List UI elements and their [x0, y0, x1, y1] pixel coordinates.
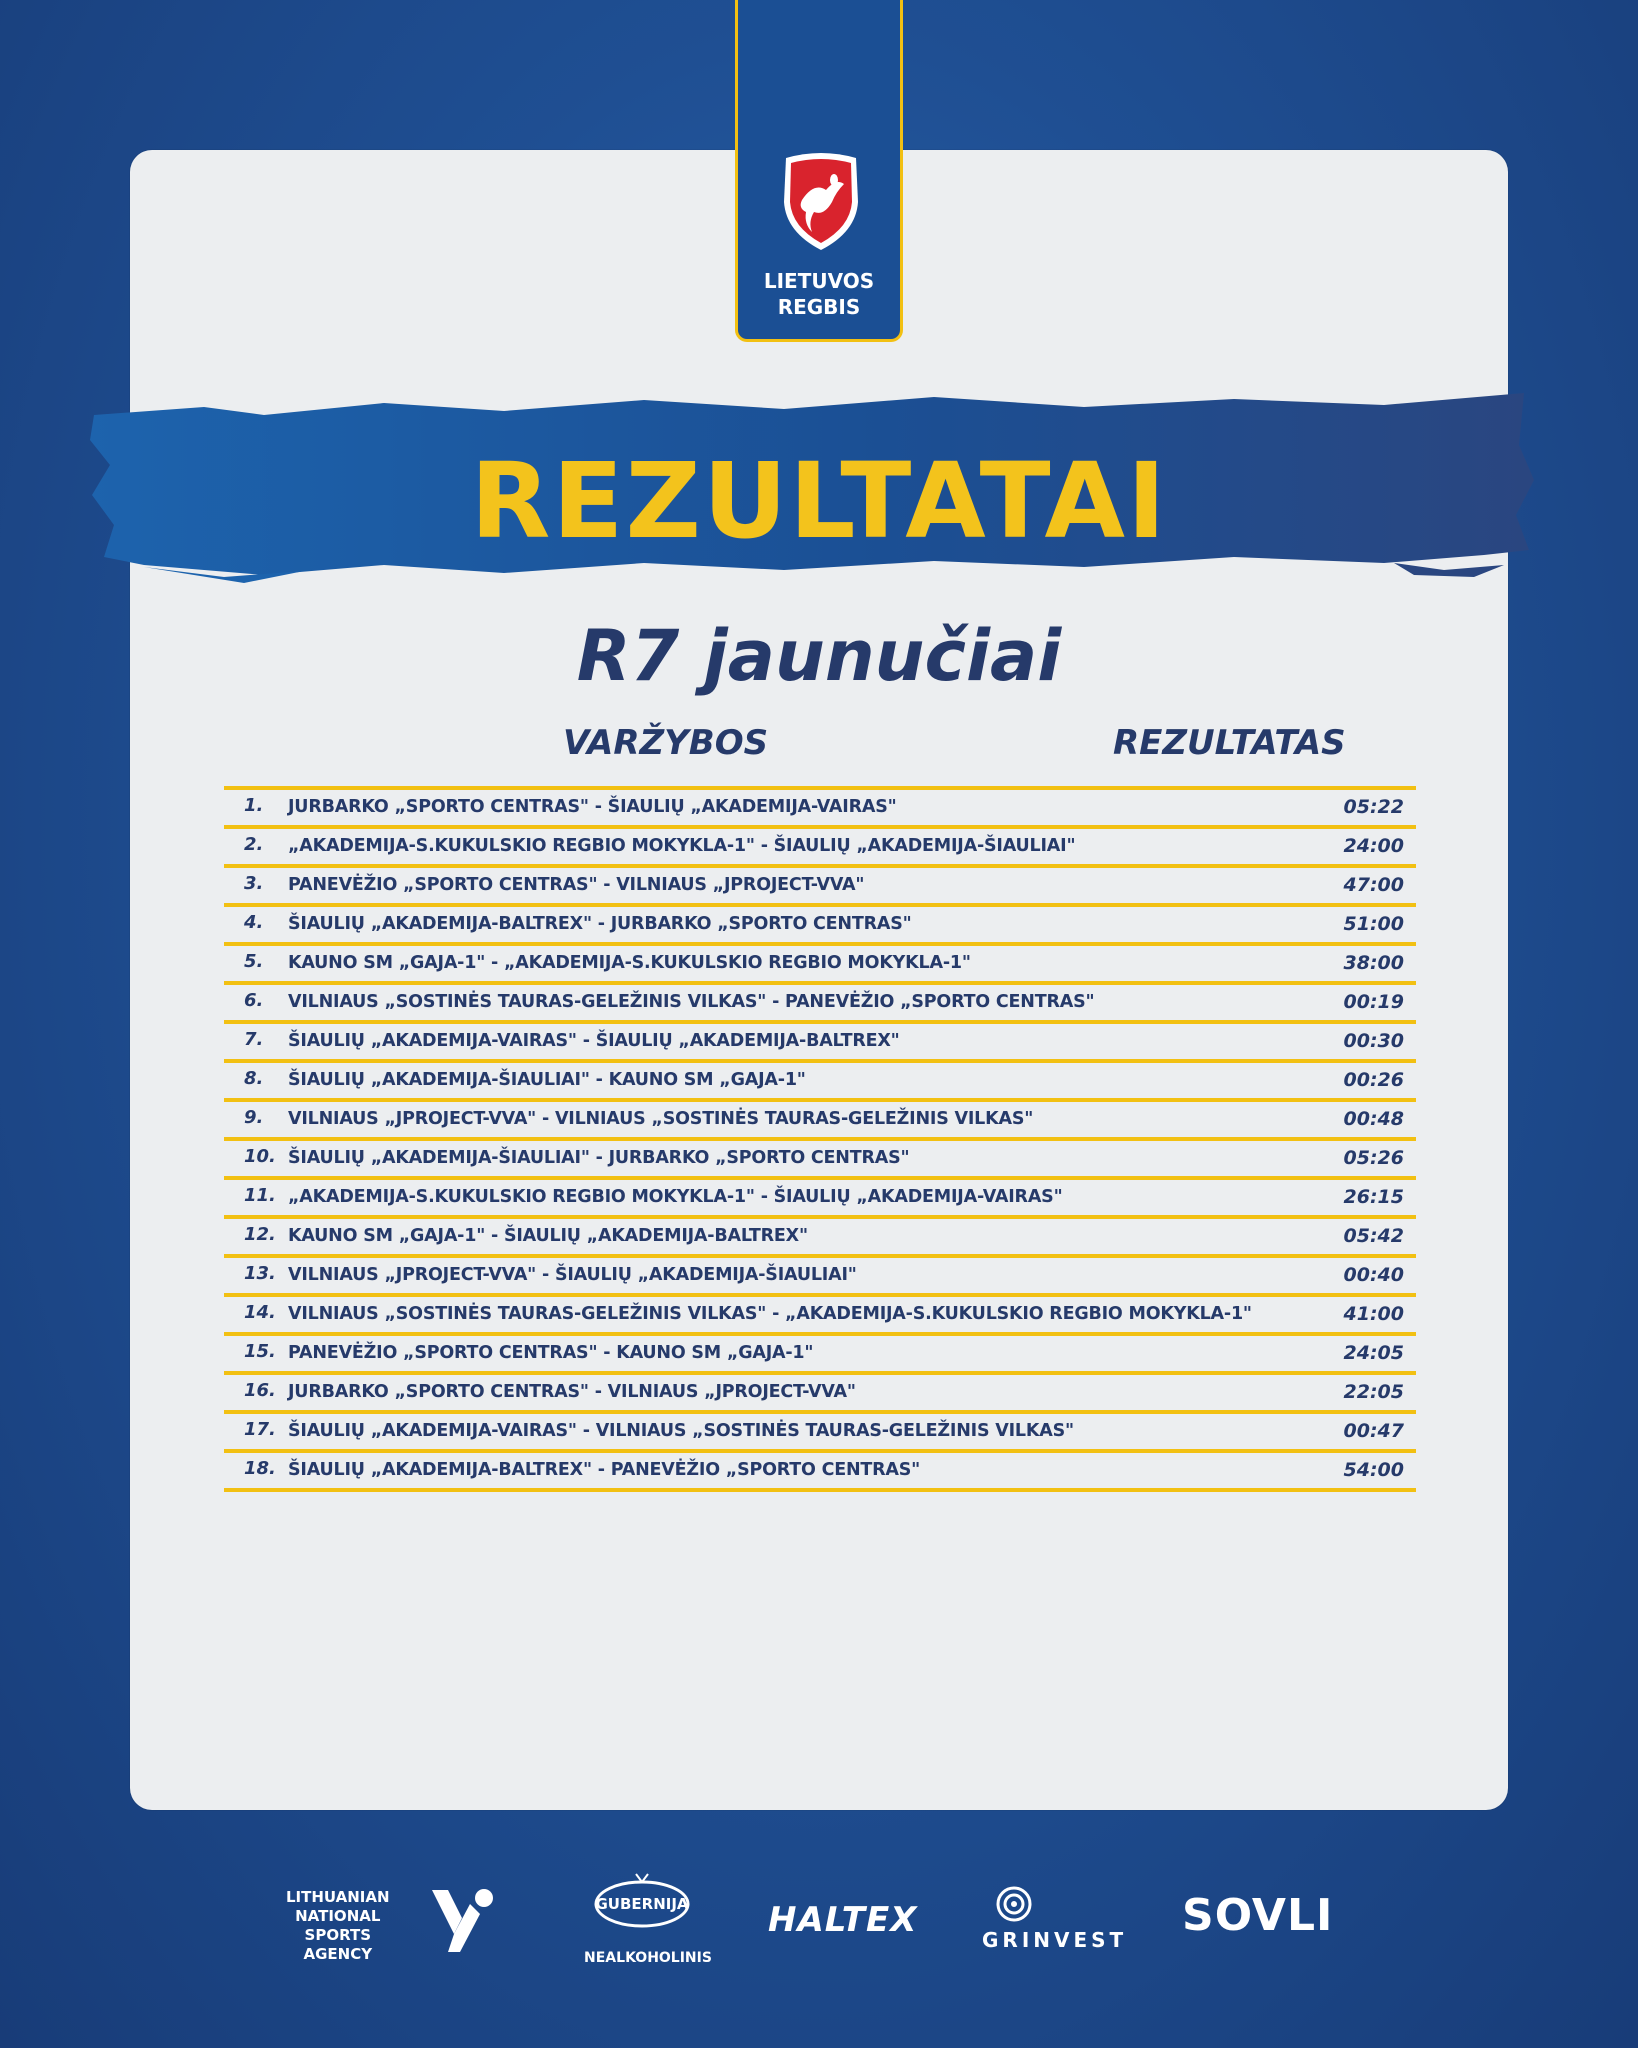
logo-line-2: REGBIS — [777, 295, 861, 319]
row-number: 12. — [244, 1224, 276, 1245]
sponsors-bar — [0, 1870, 1638, 1990]
match-score: 05:22 — [1343, 796, 1404, 818]
logo-line-1: LIETUVOS — [763, 269, 875, 293]
match-teams: KAUNO SM „GAJA-1" - ŠIAULIŲ „AKADEMIJA-BALTREX" — [288, 1226, 808, 1246]
rugby-shield-icon — [778, 150, 864, 254]
match-teams: ŠIAULIŲ „AKADEMIJA-VAIRAS" - ŠIAULIŲ „AKADEMIJA-BALTREX" — [288, 1031, 900, 1051]
match-score: 00:26 — [1343, 1069, 1404, 1091]
column-header-matches: VARŽYBOS — [563, 723, 769, 763]
match-score: 24:00 — [1343, 835, 1404, 857]
match-teams: VILNIAUS „SOSTINĖS TAURAS-GELEŽINIS VILKAS" - „AKADEMIJA-S.KUKULSKIO REGBIO MOKYKLA-1" — [288, 1304, 1252, 1324]
table-row — [224, 1336, 1416, 1375]
gubernija-subtext: NEALKOHOLINIS — [584, 1950, 712, 1966]
match-teams: VILNIAUS „SOSTINĖS TAURAS-GELEŽINIS VILKAS" - PANEVĖŽIO „SPORTO CENTRAS" — [288, 992, 1095, 1012]
match-teams: ŠIAULIŲ „AKADEMIJA-VAIRAS" - VILNIAUS „SOSTINĖS TAURAS-GELEŽINIS VILKAS" — [288, 1421, 1074, 1441]
match-score: 00:19 — [1343, 991, 1404, 1013]
table-row — [224, 907, 1416, 946]
row-number: 10. — [244, 1146, 276, 1167]
row-number: 8. — [244, 1068, 264, 1089]
lietuvos-regbis-logo — [735, 0, 903, 342]
lnsa-logo-icon — [430, 1884, 494, 1954]
table-row — [224, 946, 1416, 985]
table-row — [224, 1180, 1416, 1219]
row-number: 6. — [244, 990, 264, 1011]
match-score: 22:05 — [1343, 1381, 1404, 1403]
match-teams: VILNIAUS „JPROJECT-VVA" - ŠIAULIŲ „AKADEMIJA-ŠIAULIAI" — [288, 1265, 857, 1285]
match-teams: ŠIAULIŲ „AKADEMIJA-BALTREX" - PANEVĖŽIO „SPORTO CENTRAS" — [288, 1460, 921, 1480]
row-number: 15. — [244, 1341, 276, 1362]
row-number: 5. — [244, 951, 264, 972]
match-score: 41:00 — [1343, 1303, 1404, 1325]
match-score: 05:42 — [1343, 1225, 1404, 1247]
row-number: 17. — [244, 1419, 276, 1440]
gubernija-logo-icon — [592, 1870, 692, 1930]
table-row — [224, 1414, 1416, 1453]
match-teams: JURBARKO „SPORTO CENTRAS" - ŠIAULIŲ „AKADEMIJA-VAIRAS" — [288, 797, 897, 817]
table-row — [224, 790, 1416, 829]
table-row — [224, 1375, 1416, 1414]
sponsor-grinvest: GRINVEST — [982, 1928, 1128, 1952]
row-number: 7. — [244, 1029, 264, 1050]
match-teams: „AKADEMIJA-S.KUKULSKIO REGBIO MOKYKLA-1" - ŠIAULIŲ „AKADEMIJA-VAIRAS" — [288, 1187, 1063, 1207]
sponsor-lnsa-line-2: NATIONAL — [295, 1907, 381, 1925]
match-teams: JURBARKO „SPORTO CENTRAS" - VILNIAUS „JPROJECT-VVA" — [288, 1382, 856, 1402]
sponsor-lnsa-line-1: LITHUANIAN — [286, 1888, 390, 1906]
table-row — [224, 829, 1416, 868]
table-row — [224, 1141, 1416, 1180]
match-teams: ŠIAULIŲ „AKADEMIJA-ŠIAULIAI" - JURBARKO „SPORTO CENTRAS" — [288, 1148, 910, 1168]
match-score: 47:00 — [1343, 874, 1404, 896]
match-teams: ŠIAULIŲ „AKADEMIJA-ŠIAULIAI" - KAUNO SM „GAJA-1" — [288, 1070, 806, 1090]
table-row — [224, 1453, 1416, 1492]
match-teams: PANEVĖŽIO „SPORTO CENTRAS" - KAUNO SM „GAJA-1" — [288, 1343, 814, 1363]
table-row — [224, 1063, 1416, 1102]
sponsor-sovli: SOVLI — [1182, 1890, 1334, 1941]
row-number: 16. — [244, 1380, 276, 1401]
table-row — [224, 1024, 1416, 1063]
match-score: 00:47 — [1343, 1420, 1404, 1442]
match-teams: ŠIAULIŲ „AKADEMIJA-BALTREX" - JURBARKO „SPORTO CENTRAS" — [288, 914, 912, 934]
match-score: 05:26 — [1343, 1147, 1404, 1169]
results-table — [224, 786, 1416, 1492]
page-title: REZULTATAI — [470, 440, 1168, 562]
row-number: 11. — [244, 1185, 276, 1206]
match-score: 00:48 — [1343, 1108, 1404, 1130]
match-score: 51:00 — [1343, 913, 1404, 935]
match-score: 00:30 — [1343, 1030, 1404, 1052]
grinvest-logo-icon — [994, 1884, 1034, 1924]
match-teams: VILNIAUS „JPROJECT-VVA" - VILNIAUS „SOSTINĖS TAURAS-GELEŽINIS VILKAS" — [288, 1109, 1034, 1129]
match-score: 00:40 — [1343, 1264, 1404, 1286]
sponsor-lnsa-line-3: SPORTS — [304, 1926, 372, 1944]
sponsor-gubernija — [578, 1870, 728, 1970]
match-score: 24:05 — [1343, 1342, 1404, 1364]
match-teams: „AKADEMIJA-S.KUKULSKIO REGBIO MOKYKLA-1" - ŠIAULIŲ „AKADEMIJA-ŠIAULIAI" — [288, 836, 1076, 856]
row-number: 3. — [244, 873, 264, 894]
sponsor-lnsa-text — [286, 1888, 390, 1964]
table-row — [224, 1258, 1416, 1297]
table-row — [224, 985, 1416, 1024]
sponsor-lnsa-line-4: AGENCY — [303, 1945, 373, 1963]
match-teams: KAUNO SM „GAJA-1" - „AKADEMIJA-S.KUKULSKIO REGBIO MOKYKLA-1" — [288, 953, 971, 973]
category-subtitle: R7 jaunučiai — [576, 615, 1062, 697]
row-number: 18. — [244, 1458, 276, 1479]
match-score: 54:00 — [1343, 1459, 1404, 1481]
row-number: 2. — [244, 834, 264, 855]
sponsor-haltex: HALTEX — [768, 1900, 918, 1940]
table-row — [224, 1219, 1416, 1258]
logo-text — [738, 268, 900, 320]
row-number: 4. — [244, 912, 264, 933]
table-row — [224, 1102, 1416, 1141]
table-row — [224, 868, 1416, 907]
row-number: 14. — [244, 1302, 276, 1323]
column-header-result: REZULTATAS — [1113, 723, 1346, 763]
row-number: 1. — [244, 795, 264, 816]
table-row — [224, 1297, 1416, 1336]
row-number: 13. — [244, 1263, 276, 1284]
gubernija-wordmark: GUBERNIJA — [595, 1895, 689, 1913]
row-number: 9. — [244, 1107, 264, 1128]
match-teams: PANEVĖŽIO „SPORTO CENTRAS" - VILNIAUS „JPROJECT-VVA" — [288, 875, 865, 895]
match-score: 38:00 — [1343, 952, 1404, 974]
match-score: 26:15 — [1343, 1186, 1404, 1208]
